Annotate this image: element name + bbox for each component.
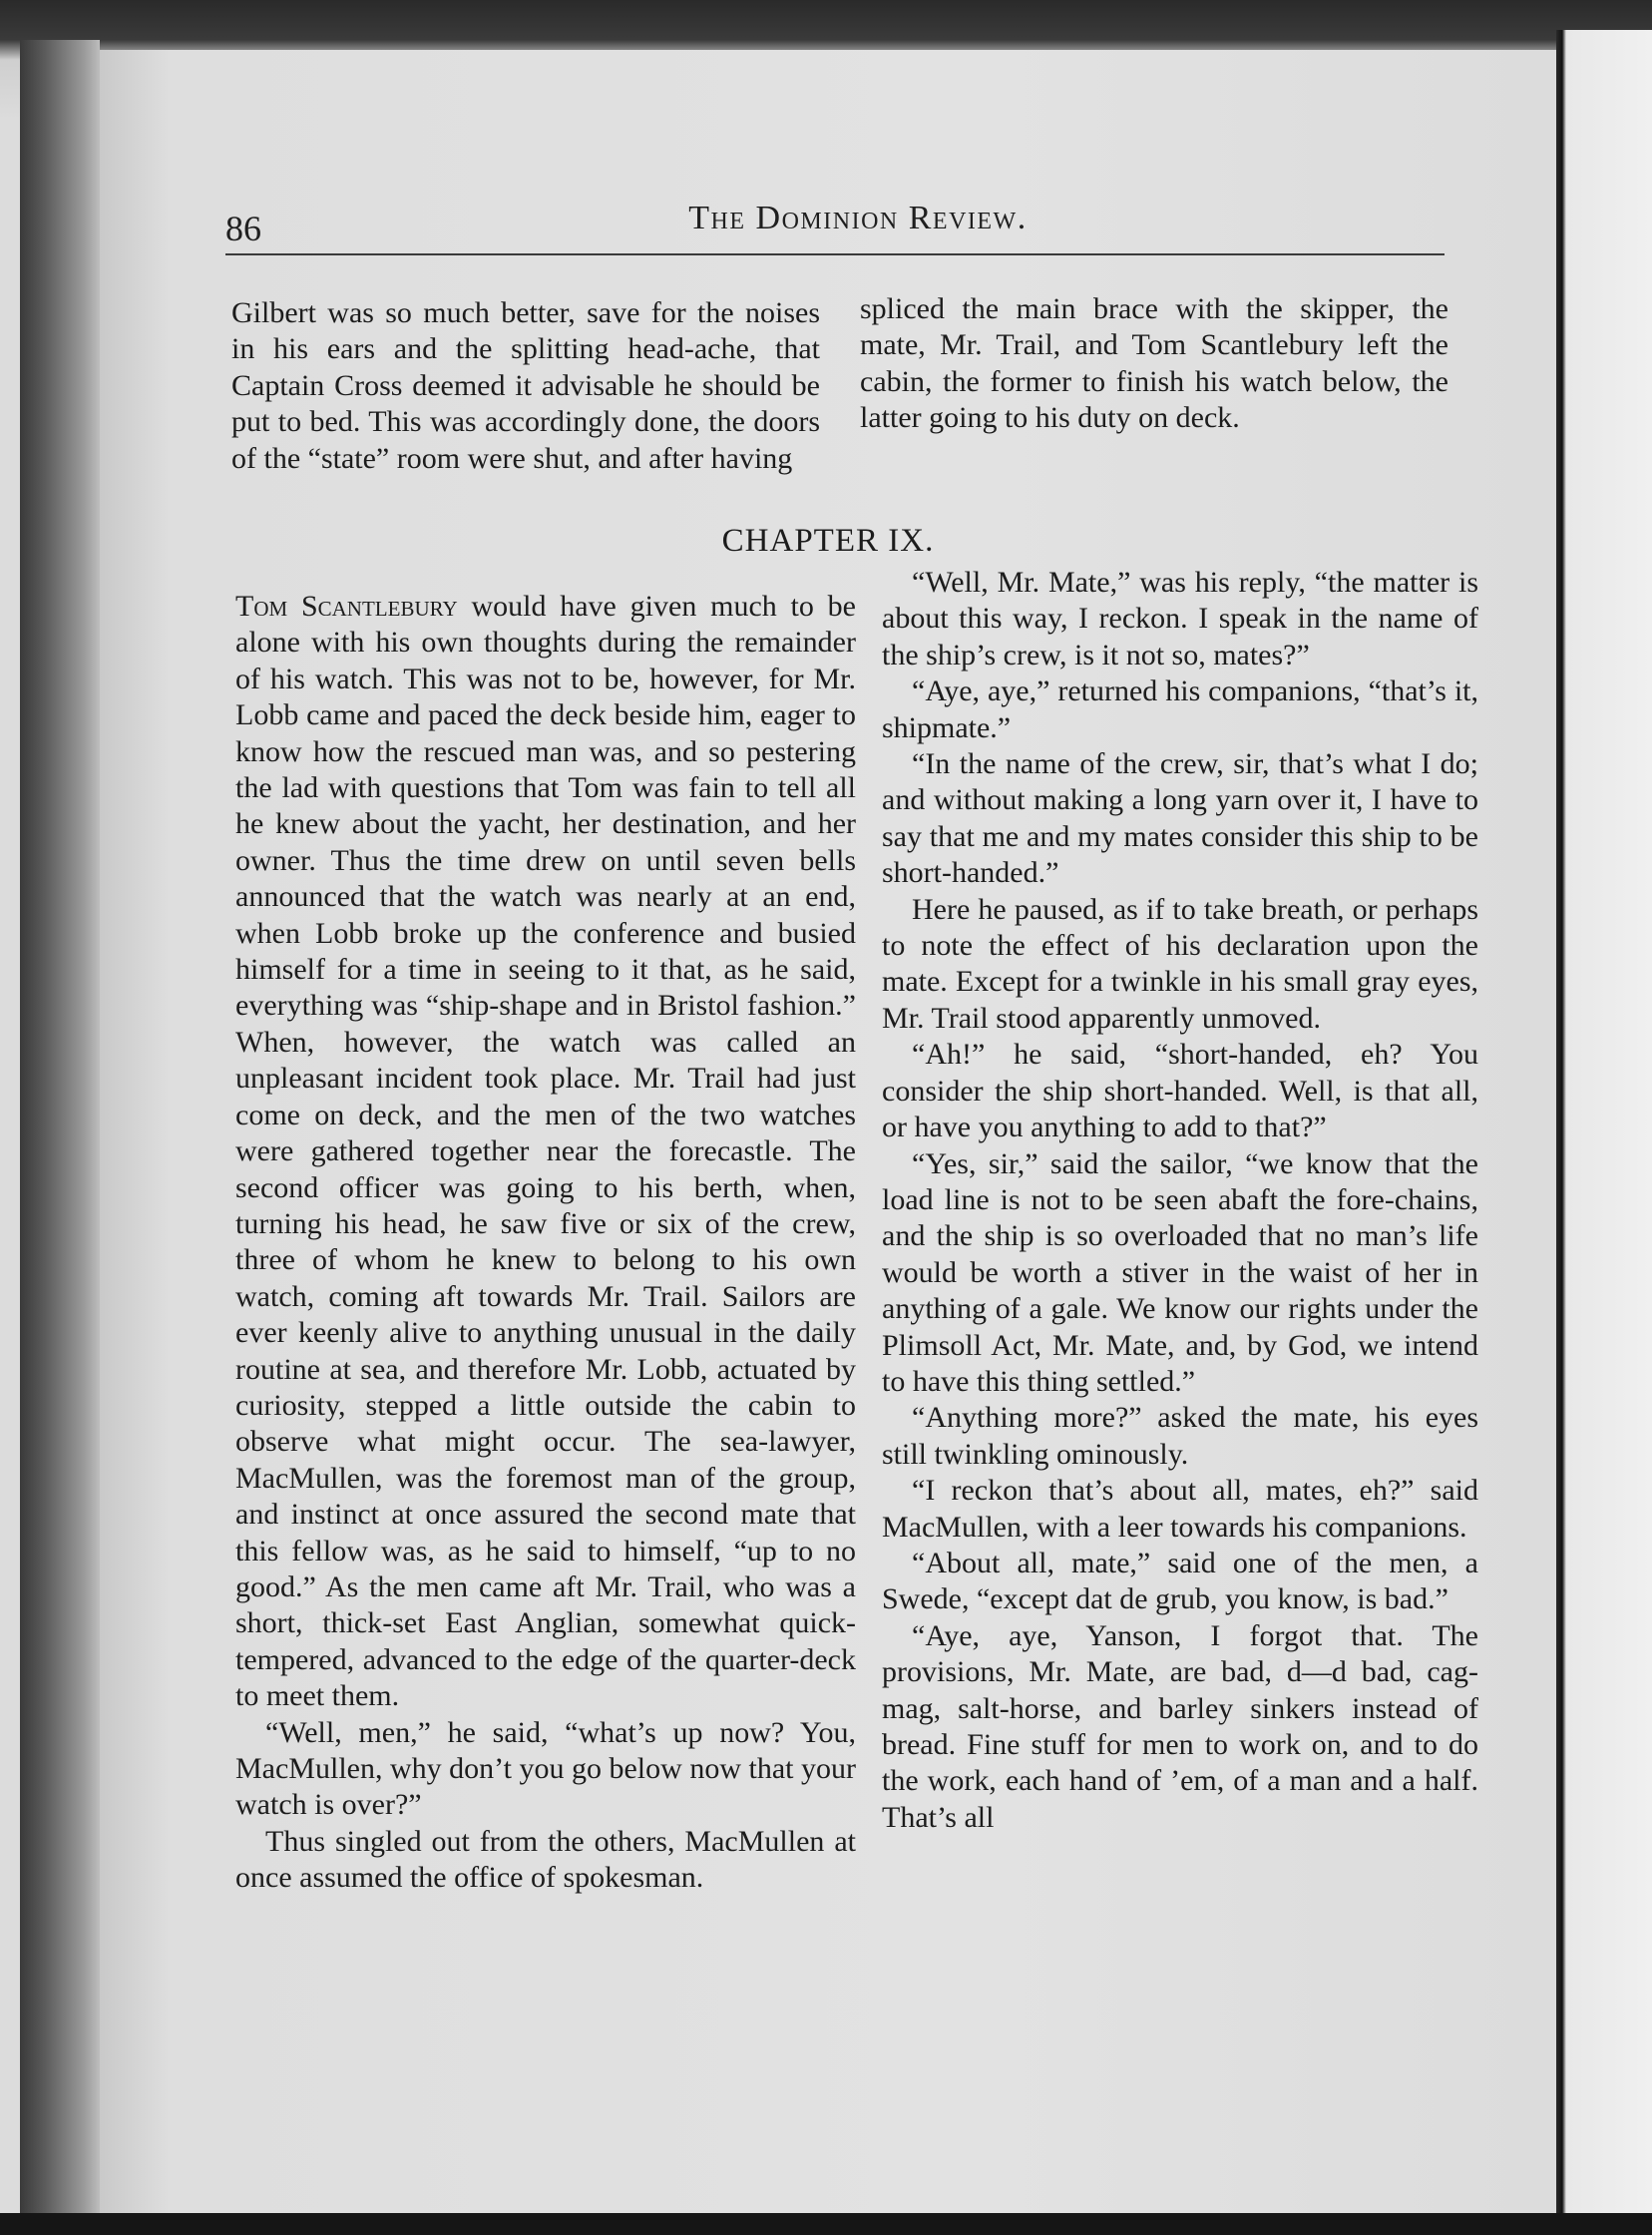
- paragraph: “Well, Mr. Mate,” was his reply, “the matter is about this way, I reckon. I speak in the name of the ship’s crew, is it not so, mates?”: [882, 566, 1478, 671]
- page-edge-bottom: [0, 2213, 1652, 2235]
- paragraph: “Yes, sir,” said the sailor, “we know that the load line is not to be seen abaft the fore-chains, and the ship is so overloaded that no man’s life would be worth a stiver in the waist of her in anything of a gale. We know our rights under the Plimsoll Act, Mr. Mate, and, by God, we intend to have this thing settled.”: [882, 1146, 1478, 1398]
- paragraph: spliced the main brace with the skipper, the mate, Mr. Trail, and Tom Scantlebury left the cabin, the former to finish his watch below, the latter going to his duty on deck.: [860, 292, 1448, 435]
- paragraph: Thus singled out from the others, MacMullen at once assumed the office of spokesman.: [235, 1824, 856, 1895]
- book-binding-shadow: [20, 40, 100, 2215]
- top-left-column: [231, 295, 820, 477]
- paragraph: “Aye, aye, Yanson, I forgot that. The provisions, Mr. Mate, are bad, d—d bad, cag-mag, salt-horse, and barley sinkers instead of bread. Fine stuff for men to work on, and to do the work, each hand of ’em, of a man and a half. That’s all: [882, 1618, 1478, 1834]
- running-head: The Dominion Review.: [688, 200, 1028, 236]
- paragraph: “Anything more?” asked the mate, his eyes still twinkling ominously.: [882, 1401, 1478, 1471]
- paragraph: “I reckon that’s about all, mates, eh?” said MacMullen, with a leer towards his companions.: [882, 1474, 1478, 1544]
- paragraph: “Well, men,” he said, “what’s up now? You, MacMullen, why don’t you go below now that your watch is over?”: [235, 1715, 856, 1822]
- left-column: [235, 589, 856, 1897]
- page-number: 86: [225, 209, 261, 248]
- right-column: [882, 565, 1478, 1836]
- paragraph: Gilbert was so much better, save for the noises in his ears and the splitting head-ache, that Captain Cross deemed it advisable he should be put to bed. This was accordingly done, the doors of the “state” room were shut, and after having: [231, 296, 820, 475]
- top-right-column: [860, 291, 1448, 437]
- paragraph: “Aye, aye,” returned his companions, “that’s it, shipmate.”: [882, 674, 1478, 744]
- paragraph: “About all, mate,” said one of the men, a Swede, “except dat de grub, you know, is bad.”: [882, 1546, 1478, 1616]
- paragraph: “In the name of the crew, sir, that’s what I do; and without making a long yarn over it, I have to say that me and my mates consider this ship to be short-handed.”: [882, 747, 1478, 890]
- paragraph-text: would have given much to be alone with his own thoughts during the remainder of his watch. This was not to be, however, for Mr. Lobb came and paced the deck beside him, eager to know how the rescued man was, and so pestering the lad with questions that Tom was fain to tell all he knew about the yacht, her destination, and her owner. Thus the time drew on until seven bells announced that the watch was nearly at an end, when Lobb broke up the conference and busied himself for a time in seeing to it that, as he said, everything was “ship-shape and in Bristol fashion.” When, however, the watch was called an unpleasant incident took place. Mr. Trail had just come on deck, and the men of the two watches were gathered together near the forecastle. The second officer was going to his berth, when, turning his head, he saw five or six of the crew, three of whom he knew to belong to his own watch, coming aft towards Mr. Trail. Sailors are ever keenly alive to anything unusual in the daily routine at sea, and therefore Mr. Lobb, actuated by curiosity, stepped a little outside the cabin to observe what might occur. The sea-lawyer, MacMullen, was the foremost man of the group, and instinct at once assured the second mate that this fellow was, as he said to himself, “up to no good.” As the men came aft Mr. Trail, who was a short, thick-set East Anglian, somewhat quick-tempered, advanced to the edge of the quarter-deck to meet them.: [235, 590, 856, 1713]
- paragraph: Here he paused, as if to take breath, or perhaps to note the effect of his declaration upon the mate. Except for a twinkle in his small gray eyes, Mr. Trail stood apparently unmoved.: [882, 892, 1478, 1035]
- paragraph: [235, 589, 856, 1715]
- paragraph: “Ah!” he said, “short-handed, eh? You consider the ship short-handed. Well, is that all, or have you anything to add to that?”: [882, 1038, 1478, 1144]
- page-edge-right: [1556, 30, 1652, 2235]
- chapter-heading: CHAPTER IX.: [721, 523, 935, 559]
- header-rule: [225, 253, 1445, 255]
- lead-in-small-caps: Tom Scantlebury: [235, 590, 458, 623]
